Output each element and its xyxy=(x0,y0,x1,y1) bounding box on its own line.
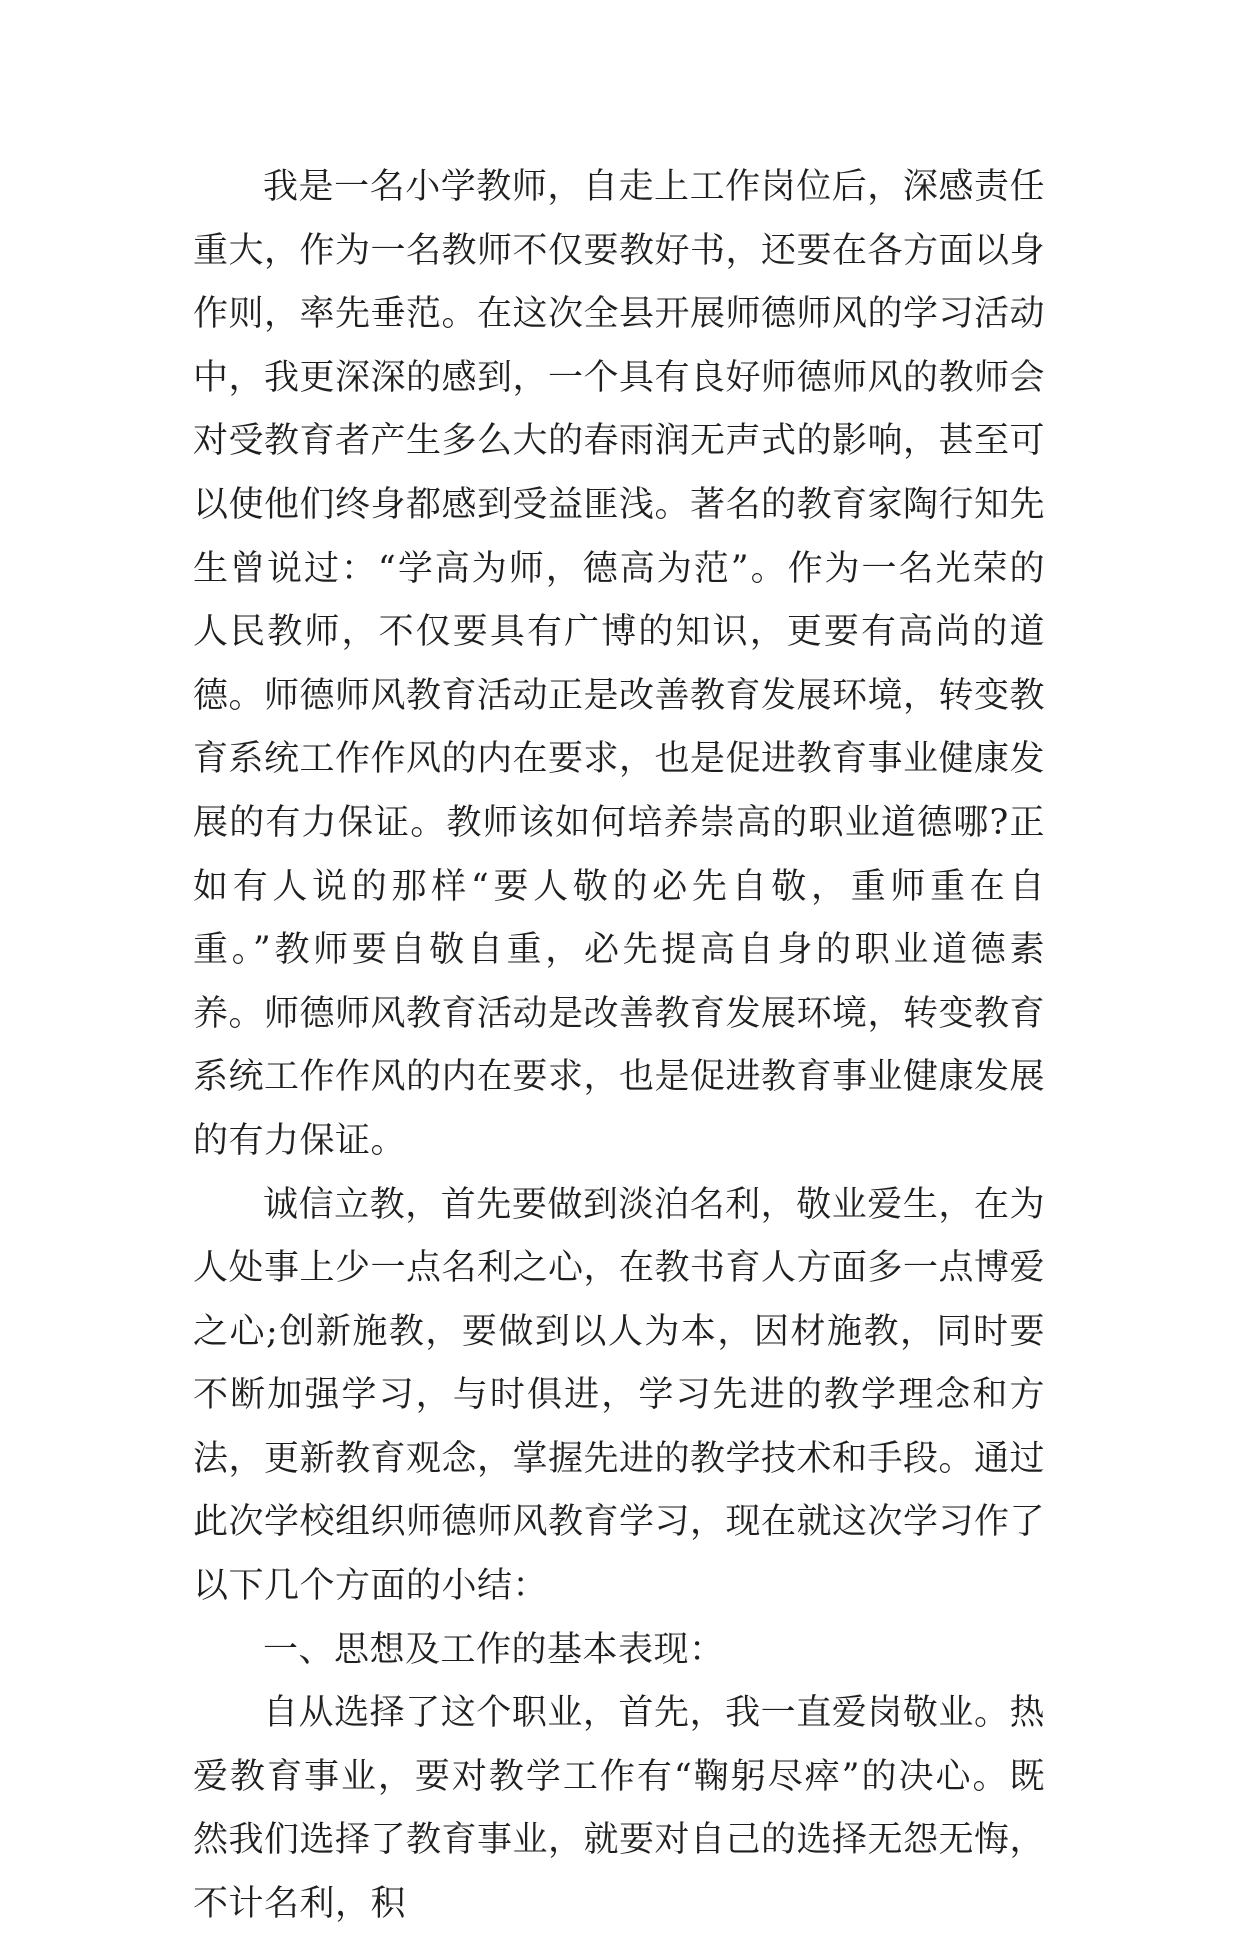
paragraph-dedication: 自从选择了这个职业，首先，我一直爱岗敬业。热爱教育事业，要对教学工作有“鞠躬尽瘁”的决心。既然我们选择了教育事业，就要对自己的选择无怨无悔，不计名利，积 xyxy=(193,1693,1046,1925)
body-text xyxy=(193,156,1045,1937)
paragraph-intro: 我是一名小学教师，自走上工作岗位后，深感责任重大，作为一名教师不仅要教好书，还要在各方面以身作则，率先垂范。在这次全县开展师德师风的学习活动中，我更深深的感到，一个具有良好师德师风的教师会对受教育者产生多么大的春雨润无声式的影响，甚至可以使他们终身都感到受益匪浅。著名的教育家陶行知先生曾说过：“学高为师，德高为范”。作为一名光荣的人民教师，不仅要具有广博的知识，更要有高尚的道德。师德师风教育活动正是改善教育发展环境，转变教育系统工作作风的内在要求，也是促进教育事业健康发展的有力保证。教师该如何培养崇高的职业道德哪?正如有人说的那样“要人敬的必先自敬，重师重在自重。”教师要自敬自重，必先提高自身的职业道德素养。师德师风教育活动是改善教育发展环境，转变教育系统工作作风的内在要求，也是促进教育事业健康发展的有力保证。 xyxy=(193,167,1046,1161)
paragraph-integrity: 诚信立教，首先要做到淡泊名利，敬业爱生，在为人处事上少一点名利之心，在教书育人方面多一点博爱之心;创新施教，要做到以人为本，因材施教，同时要不断加强学习，与时俱进，学习先进的教学理念和方法，更新教育观念，掌握先进的教学技术和手段。通过此次学校组织师德师风教育学习，现在就这次学习作了以下几个方面的小结： xyxy=(193,1184,1046,1607)
section-heading-1: 一、思想及工作的基本表现： xyxy=(263,1629,725,1670)
